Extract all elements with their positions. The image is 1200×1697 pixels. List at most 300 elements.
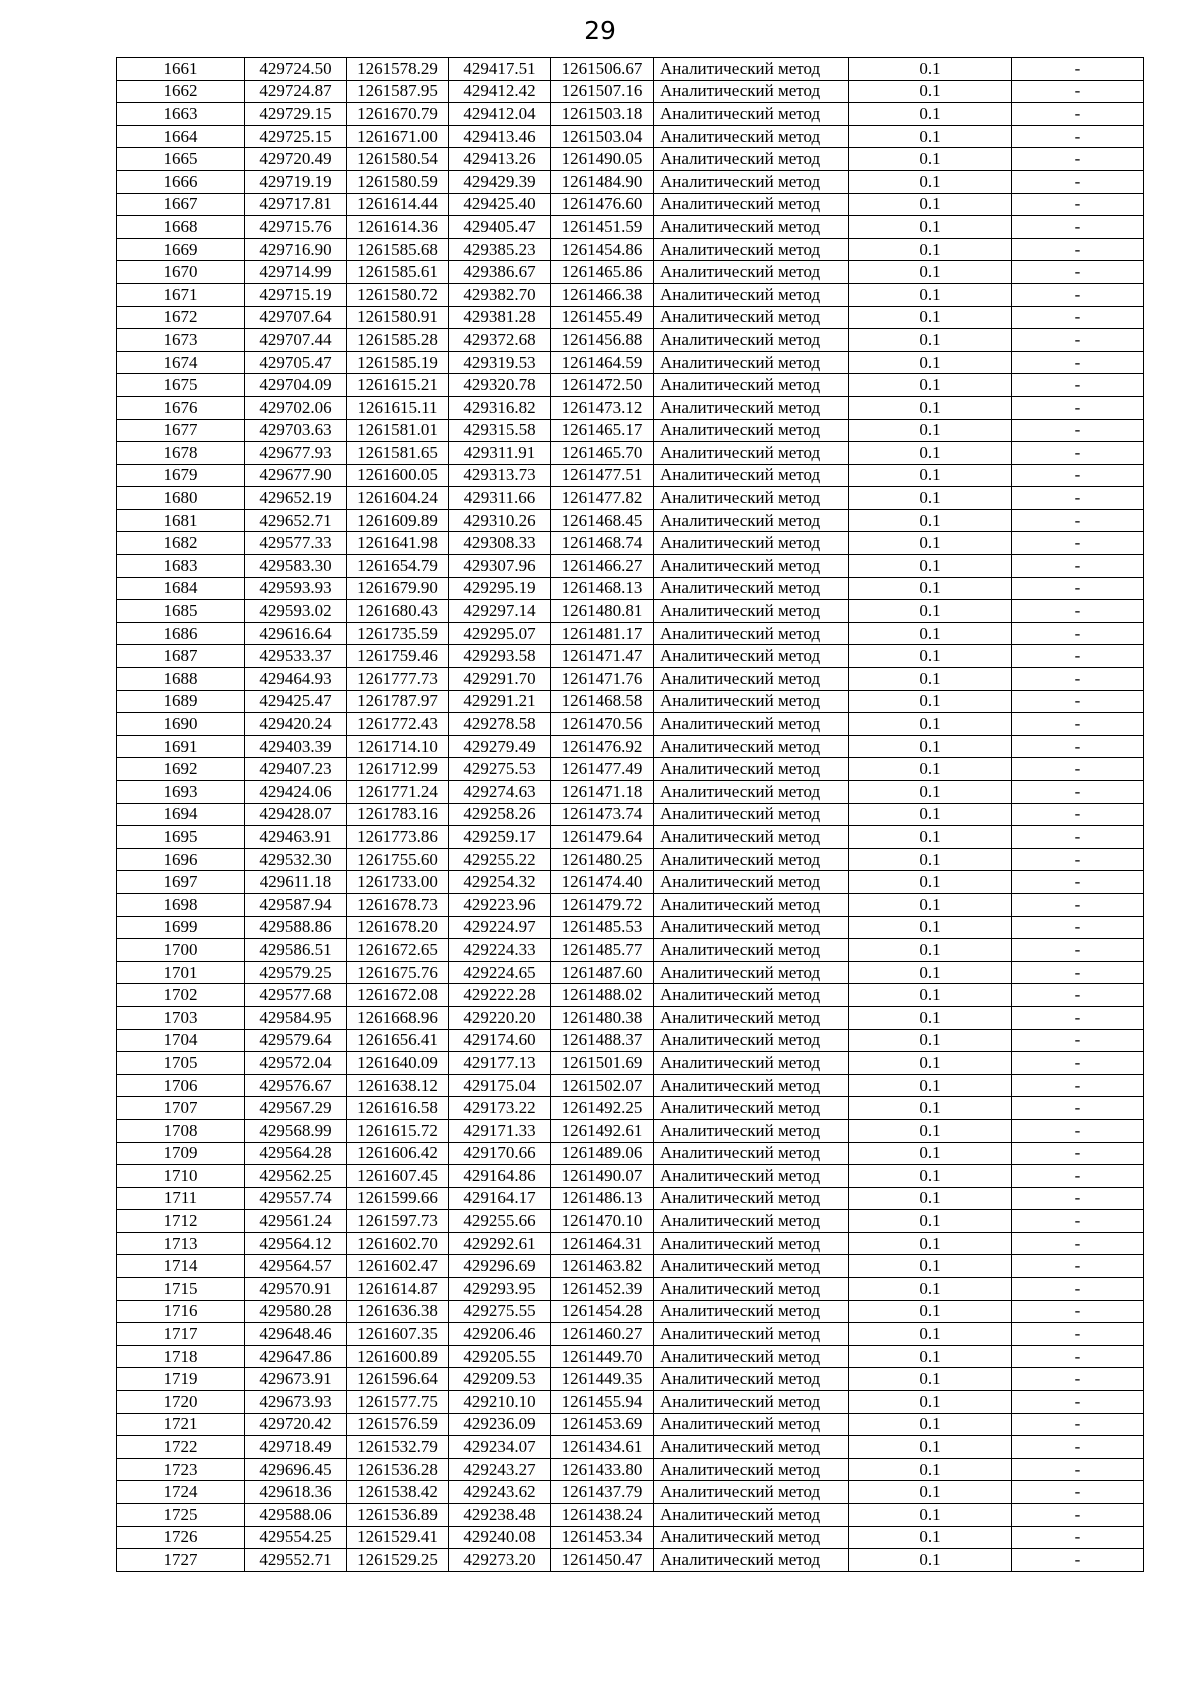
- table-row: [117, 193, 1144, 216]
- y2-cell: 1261488.37: [551, 1029, 654, 1052]
- x1-cell: 429720.49: [245, 148, 347, 171]
- note-cell: -: [1012, 261, 1144, 284]
- x1-cell: 429652.71: [245, 509, 347, 532]
- x2-cell: 429279.49: [449, 735, 551, 758]
- y2-cell: 1261488.02: [551, 984, 654, 1007]
- accuracy-cell: 0.1: [849, 80, 1012, 103]
- point-number-cell: 1672: [117, 306, 245, 329]
- note-cell: -: [1012, 1504, 1144, 1527]
- x2-cell: 429206.46: [449, 1323, 551, 1346]
- point-number-cell: 1726: [117, 1526, 245, 1549]
- point-number-cell: 1708: [117, 1119, 245, 1142]
- y1-cell: 1261614.36: [347, 216, 449, 239]
- x2-cell: 429311.91: [449, 442, 551, 465]
- table-row: [117, 1006, 1144, 1029]
- method-cell: Аналитический метод: [654, 442, 849, 465]
- x1-cell: 429567.29: [245, 1097, 347, 1120]
- method-cell: Аналитический метод: [654, 668, 849, 691]
- y1-cell: 1261604.24: [347, 487, 449, 510]
- y1-cell: 1261638.12: [347, 1074, 449, 1097]
- accuracy-cell: 0.1: [849, 103, 1012, 126]
- table-row: [117, 1458, 1144, 1481]
- x1-cell: 429577.33: [245, 532, 347, 555]
- method-cell: Аналитический метод: [654, 690, 849, 713]
- accuracy-cell: 0.1: [849, 193, 1012, 216]
- note-cell: -: [1012, 1391, 1144, 1414]
- method-cell: Аналитический метод: [654, 758, 849, 781]
- y1-cell: 1261777.73: [347, 668, 449, 691]
- method-cell: Аналитический метод: [654, 577, 849, 600]
- accuracy-cell: 0.1: [849, 1006, 1012, 1029]
- x2-cell: 429412.04: [449, 103, 551, 126]
- method-cell: Аналитический метод: [654, 1255, 849, 1278]
- y2-cell: 1261472.50: [551, 374, 654, 397]
- method-cell: Аналитический метод: [654, 1436, 849, 1459]
- y2-cell: 1261450.47: [551, 1549, 654, 1572]
- x2-cell: 429177.13: [449, 1052, 551, 1075]
- method-cell: Аналитический метод: [654, 735, 849, 758]
- method-cell: Аналитический метод: [654, 306, 849, 329]
- method-cell: Аналитический метод: [654, 193, 849, 216]
- accuracy-cell: 0.1: [849, 1391, 1012, 1414]
- point-number-cell: 1683: [117, 555, 245, 578]
- y1-cell: 1261772.43: [347, 713, 449, 736]
- accuracy-cell: 0.1: [849, 871, 1012, 894]
- note-cell: -: [1012, 80, 1144, 103]
- accuracy-cell: 0.1: [849, 1119, 1012, 1142]
- x1-cell: 429718.49: [245, 1436, 347, 1459]
- x2-cell: 429222.28: [449, 984, 551, 1007]
- table-row: [117, 509, 1144, 532]
- y2-cell: 1261489.06: [551, 1142, 654, 1165]
- table-row: [117, 555, 1144, 578]
- note-cell: -: [1012, 916, 1144, 939]
- x2-cell: 429175.04: [449, 1074, 551, 1097]
- y2-cell: 1261492.61: [551, 1119, 654, 1142]
- x2-cell: 429255.22: [449, 848, 551, 871]
- x2-cell: 429295.07: [449, 622, 551, 645]
- method-cell: Аналитический метод: [654, 1278, 849, 1301]
- x1-cell: 429562.25: [245, 1165, 347, 1188]
- note-cell: -: [1012, 1368, 1144, 1391]
- table-row: [117, 170, 1144, 193]
- note-cell: -: [1012, 1549, 1144, 1572]
- accuracy-cell: 0.1: [849, 803, 1012, 826]
- y2-cell: 1261466.27: [551, 555, 654, 578]
- method-cell: Аналитический метод: [654, 396, 849, 419]
- method-cell: Аналитический метод: [654, 600, 849, 623]
- point-number-cell: 1711: [117, 1187, 245, 1210]
- accuracy-cell: 0.1: [849, 577, 1012, 600]
- y1-cell: 1261714.10: [347, 735, 449, 758]
- point-number-cell: 1690: [117, 713, 245, 736]
- point-number-cell: 1688: [117, 668, 245, 691]
- note-cell: -: [1012, 1074, 1144, 1097]
- accuracy-cell: 0.1: [849, 984, 1012, 1007]
- table-row: [117, 1504, 1144, 1527]
- point-number-cell: 1666: [117, 170, 245, 193]
- x2-cell: 429311.66: [449, 487, 551, 510]
- note-cell: -: [1012, 419, 1144, 442]
- point-number-cell: 1703: [117, 1006, 245, 1029]
- y1-cell: 1261675.76: [347, 961, 449, 984]
- table-row: [117, 1278, 1144, 1301]
- method-cell: Аналитический метод: [654, 939, 849, 962]
- method-cell: Аналитический метод: [654, 283, 849, 306]
- point-number-cell: 1701: [117, 961, 245, 984]
- accuracy-cell: 0.1: [849, 1481, 1012, 1504]
- point-number-cell: 1722: [117, 1436, 245, 1459]
- accuracy-cell: 0.1: [849, 1255, 1012, 1278]
- x2-cell: 429223.96: [449, 893, 551, 916]
- note-cell: -: [1012, 487, 1144, 510]
- point-number-cell: 1684: [117, 577, 245, 600]
- point-number-cell: 1671: [117, 283, 245, 306]
- y2-cell: 1261473.12: [551, 396, 654, 419]
- y2-cell: 1261487.60: [551, 961, 654, 984]
- accuracy-cell: 0.1: [849, 735, 1012, 758]
- point-number-cell: 1697: [117, 871, 245, 894]
- x1-cell: 429616.64: [245, 622, 347, 645]
- x2-cell: 429429.39: [449, 170, 551, 193]
- table-row: [117, 1119, 1144, 1142]
- note-cell: -: [1012, 238, 1144, 261]
- y1-cell: 1261783.16: [347, 803, 449, 826]
- point-number-cell: 1693: [117, 781, 245, 804]
- y2-cell: 1261468.74: [551, 532, 654, 555]
- y2-cell: 1261506.67: [551, 58, 654, 81]
- accuracy-cell: 0.1: [849, 1210, 1012, 1233]
- y2-cell: 1261451.59: [551, 216, 654, 239]
- y2-cell: 1261455.49: [551, 306, 654, 329]
- y2-cell: 1261468.45: [551, 509, 654, 532]
- accuracy-cell: 0.1: [849, 374, 1012, 397]
- point-number-cell: 1716: [117, 1300, 245, 1323]
- method-cell: Аналитический метод: [654, 329, 849, 352]
- point-number-cell: 1689: [117, 690, 245, 713]
- y2-cell: 1261471.47: [551, 645, 654, 668]
- note-cell: -: [1012, 509, 1144, 532]
- method-cell: Аналитический метод: [654, 1481, 849, 1504]
- note-cell: -: [1012, 306, 1144, 329]
- note-cell: -: [1012, 1210, 1144, 1233]
- method-cell: Аналитический метод: [654, 1142, 849, 1165]
- x1-cell: 429714.99: [245, 261, 347, 284]
- y2-cell: 1261479.72: [551, 893, 654, 916]
- method-cell: Аналитический метод: [654, 803, 849, 826]
- method-cell: Аналитический метод: [654, 103, 849, 126]
- table-row: [117, 103, 1144, 126]
- point-number-cell: 1694: [117, 803, 245, 826]
- x2-cell: 429275.55: [449, 1300, 551, 1323]
- y1-cell: 1261615.21: [347, 374, 449, 397]
- note-cell: -: [1012, 1345, 1144, 1368]
- y1-cell: 1261578.29: [347, 58, 449, 81]
- note-cell: -: [1012, 170, 1144, 193]
- accuracy-cell: 0.1: [849, 622, 1012, 645]
- method-cell: Аналитический метод: [654, 1391, 849, 1414]
- x2-cell: 429243.27: [449, 1458, 551, 1481]
- method-cell: Аналитический метод: [654, 1458, 849, 1481]
- note-cell: -: [1012, 329, 1144, 352]
- y2-cell: 1261470.56: [551, 713, 654, 736]
- table-row: [117, 848, 1144, 871]
- table-row: [117, 1526, 1144, 1549]
- y1-cell: 1261668.96: [347, 1006, 449, 1029]
- y1-cell: 1261671.00: [347, 125, 449, 148]
- x2-cell: 429291.21: [449, 690, 551, 713]
- table-row: [117, 1323, 1144, 1346]
- y1-cell: 1261536.89: [347, 1504, 449, 1527]
- note-cell: -: [1012, 961, 1144, 984]
- x1-cell: 429463.91: [245, 826, 347, 849]
- table-row: [117, 532, 1144, 555]
- note-cell: -: [1012, 803, 1144, 826]
- x1-cell: 429717.81: [245, 193, 347, 216]
- note-cell: -: [1012, 735, 1144, 758]
- y1-cell: 1261654.79: [347, 555, 449, 578]
- method-cell: Аналитический метод: [654, 374, 849, 397]
- table-row: [117, 939, 1144, 962]
- y1-cell: 1261771.24: [347, 781, 449, 804]
- y2-cell: 1261479.64: [551, 826, 654, 849]
- point-number-cell: 1712: [117, 1210, 245, 1233]
- y2-cell: 1261452.39: [551, 1278, 654, 1301]
- x2-cell: 429413.26: [449, 148, 551, 171]
- point-number-cell: 1710: [117, 1165, 245, 1188]
- table-row: [117, 1413, 1144, 1436]
- point-number-cell: 1706: [117, 1074, 245, 1097]
- note-cell: -: [1012, 193, 1144, 216]
- method-cell: Аналитический метод: [654, 1052, 849, 1075]
- x2-cell: 429386.67: [449, 261, 551, 284]
- note-cell: -: [1012, 1006, 1144, 1029]
- y2-cell: 1261471.18: [551, 781, 654, 804]
- table-row: [117, 781, 1144, 804]
- y1-cell: 1261615.72: [347, 1119, 449, 1142]
- point-number-cell: 1725: [117, 1504, 245, 1527]
- point-number-cell: 1692: [117, 758, 245, 781]
- x1-cell: 429705.47: [245, 351, 347, 374]
- x1-cell: 429715.76: [245, 216, 347, 239]
- method-cell: Аналитический метод: [654, 781, 849, 804]
- note-cell: -: [1012, 1300, 1144, 1323]
- note-cell: -: [1012, 826, 1144, 849]
- y1-cell: 1261529.41: [347, 1526, 449, 1549]
- accuracy-cell: 0.1: [849, 58, 1012, 81]
- point-number-cell: 1678: [117, 442, 245, 465]
- table-row: [117, 713, 1144, 736]
- method-cell: Аналитический метод: [654, 148, 849, 171]
- accuracy-cell: 0.1: [849, 1074, 1012, 1097]
- accuracy-cell: 0.1: [849, 1368, 1012, 1391]
- y2-cell: 1261466.38: [551, 283, 654, 306]
- table-row: [117, 1165, 1144, 1188]
- y2-cell: 1261455.94: [551, 1391, 654, 1414]
- method-cell: Аналитический метод: [654, 509, 849, 532]
- y1-cell: 1261641.98: [347, 532, 449, 555]
- x1-cell: 429570.91: [245, 1278, 347, 1301]
- y1-cell: 1261679.90: [347, 577, 449, 600]
- table-row: [117, 961, 1144, 984]
- table-row: [117, 1391, 1144, 1414]
- y2-cell: 1261471.76: [551, 668, 654, 691]
- accuracy-cell: 0.1: [849, 1187, 1012, 1210]
- y2-cell: 1261492.25: [551, 1097, 654, 1120]
- x2-cell: 429164.86: [449, 1165, 551, 1188]
- x1-cell: 429587.94: [245, 893, 347, 916]
- table-row: [117, 1255, 1144, 1278]
- x1-cell: 429568.99: [245, 1119, 347, 1142]
- method-cell: Аналитический метод: [654, 1165, 849, 1188]
- y2-cell: 1261434.61: [551, 1436, 654, 1459]
- y1-cell: 1261585.28: [347, 329, 449, 352]
- y1-cell: 1261672.08: [347, 984, 449, 1007]
- x2-cell: 429308.33: [449, 532, 551, 555]
- accuracy-cell: 0.1: [849, 329, 1012, 352]
- y2-cell: 1261453.34: [551, 1526, 654, 1549]
- accuracy-cell: 0.1: [849, 1300, 1012, 1323]
- x2-cell: 429296.69: [449, 1255, 551, 1278]
- table-row: [117, 487, 1144, 510]
- y1-cell: 1261597.73: [347, 1210, 449, 1233]
- note-cell: -: [1012, 1458, 1144, 1481]
- y2-cell: 1261454.86: [551, 238, 654, 261]
- x2-cell: 429258.26: [449, 803, 551, 826]
- x1-cell: 429561.24: [245, 1210, 347, 1233]
- point-number-cell: 1695: [117, 826, 245, 849]
- x1-cell: 429584.95: [245, 1006, 347, 1029]
- method-cell: Аналитический метод: [654, 170, 849, 193]
- x1-cell: 429588.86: [245, 916, 347, 939]
- method-cell: Аналитический метод: [654, 555, 849, 578]
- accuracy-cell: 0.1: [849, 758, 1012, 781]
- table-row: [117, 668, 1144, 691]
- x1-cell: 429577.68: [245, 984, 347, 1007]
- y1-cell: 1261614.44: [347, 193, 449, 216]
- note-cell: -: [1012, 1232, 1144, 1255]
- x1-cell: 429424.06: [245, 781, 347, 804]
- accuracy-cell: 0.1: [849, 1097, 1012, 1120]
- y1-cell: 1261614.87: [347, 1278, 449, 1301]
- y1-cell: 1261670.79: [347, 103, 449, 126]
- x1-cell: 429707.64: [245, 306, 347, 329]
- table-row: [117, 1232, 1144, 1255]
- method-cell: Аналитический метод: [654, 80, 849, 103]
- y1-cell: 1261576.59: [347, 1413, 449, 1436]
- accuracy-cell: 0.1: [849, 1345, 1012, 1368]
- y1-cell: 1261581.01: [347, 419, 449, 442]
- x2-cell: 429315.58: [449, 419, 551, 442]
- x1-cell: 429724.50: [245, 58, 347, 81]
- y1-cell: 1261656.41: [347, 1029, 449, 1052]
- x1-cell: 429716.90: [245, 238, 347, 261]
- note-cell: -: [1012, 464, 1144, 487]
- accuracy-cell: 0.1: [849, 1232, 1012, 1255]
- table-row: [117, 351, 1144, 374]
- x2-cell: 429259.17: [449, 826, 551, 849]
- method-cell: Аналитический метод: [654, 826, 849, 849]
- note-cell: -: [1012, 1436, 1144, 1459]
- method-cell: Аналитический метод: [654, 1074, 849, 1097]
- method-cell: Аналитический метод: [654, 645, 849, 668]
- point-number-cell: 1667: [117, 193, 245, 216]
- x1-cell: 429707.44: [245, 329, 347, 352]
- x2-cell: 429307.96: [449, 555, 551, 578]
- accuracy-cell: 0.1: [849, 216, 1012, 239]
- method-cell: Аналитический метод: [654, 464, 849, 487]
- x1-cell: 429572.04: [245, 1052, 347, 1075]
- x1-cell: 429464.93: [245, 668, 347, 691]
- point-number-cell: 1682: [117, 532, 245, 555]
- point-number-cell: 1727: [117, 1549, 245, 1572]
- table-row: [117, 261, 1144, 284]
- x1-cell: 429729.15: [245, 103, 347, 126]
- y1-cell: 1261532.79: [347, 1436, 449, 1459]
- table-row: [117, 1345, 1144, 1368]
- point-number-cell: 1663: [117, 103, 245, 126]
- y1-cell: 1261577.75: [347, 1391, 449, 1414]
- method-cell: Аналитический метод: [654, 984, 849, 1007]
- note-cell: -: [1012, 939, 1144, 962]
- x1-cell: 429588.06: [245, 1504, 347, 1527]
- method-cell: Аналитический метод: [654, 1413, 849, 1436]
- y2-cell: 1261476.92: [551, 735, 654, 758]
- y1-cell: 1261602.70: [347, 1232, 449, 1255]
- y2-cell: 1261503.04: [551, 125, 654, 148]
- table-row: [117, 419, 1144, 442]
- x1-cell: 429720.42: [245, 1413, 347, 1436]
- y1-cell: 1261609.89: [347, 509, 449, 532]
- y1-cell: 1261735.59: [347, 622, 449, 645]
- x2-cell: 429413.46: [449, 125, 551, 148]
- note-cell: -: [1012, 532, 1144, 555]
- y2-cell: 1261507.16: [551, 80, 654, 103]
- table-row: [117, 1210, 1144, 1233]
- accuracy-cell: 0.1: [849, 1526, 1012, 1549]
- x1-cell: 429425.47: [245, 690, 347, 713]
- note-cell: -: [1012, 1119, 1144, 1142]
- y2-cell: 1261456.88: [551, 329, 654, 352]
- y1-cell: 1261616.58: [347, 1097, 449, 1120]
- x2-cell: 429295.19: [449, 577, 551, 600]
- x1-cell: 429579.25: [245, 961, 347, 984]
- y2-cell: 1261465.70: [551, 442, 654, 465]
- method-cell: Аналитический метод: [654, 961, 849, 984]
- x2-cell: 429238.48: [449, 1504, 551, 1527]
- x1-cell: 429593.93: [245, 577, 347, 600]
- method-cell: Аналитический метод: [654, 1097, 849, 1120]
- method-cell: Аналитический метод: [654, 1323, 849, 1346]
- y1-cell: 1261587.95: [347, 80, 449, 103]
- point-number-cell: 1709: [117, 1142, 245, 1165]
- x1-cell: 429702.06: [245, 396, 347, 419]
- method-cell: Аналитический метод: [654, 871, 849, 894]
- y2-cell: 1261480.38: [551, 1006, 654, 1029]
- x2-cell: 429382.70: [449, 283, 551, 306]
- y2-cell: 1261453.69: [551, 1413, 654, 1436]
- accuracy-cell: 0.1: [849, 781, 1012, 804]
- accuracy-cell: 0.1: [849, 396, 1012, 419]
- point-number-cell: 1700: [117, 939, 245, 962]
- table-row: [117, 283, 1144, 306]
- point-number-cell: 1718: [117, 1345, 245, 1368]
- accuracy-cell: 0.1: [849, 668, 1012, 691]
- y1-cell: 1261759.46: [347, 645, 449, 668]
- accuracy-cell: 0.1: [849, 916, 1012, 939]
- method-cell: Аналитический метод: [654, 1345, 849, 1368]
- note-cell: -: [1012, 1481, 1144, 1504]
